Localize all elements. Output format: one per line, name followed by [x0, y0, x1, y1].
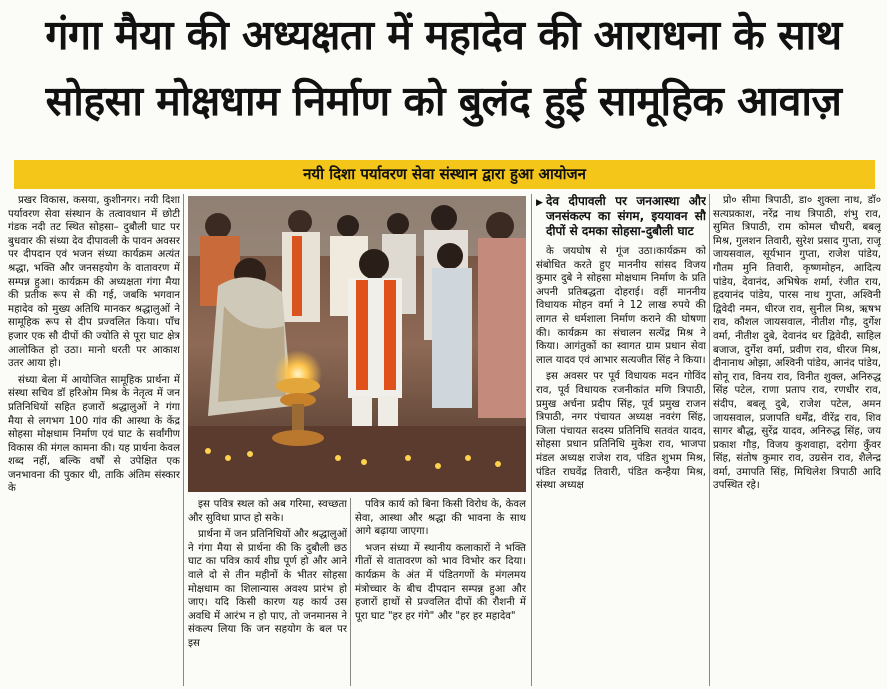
column-4-para-2: इस अवसर पर पूर्व विधायक मदन गोविंद राव, पूर्व विधायक रजनीकांत मणि त्रिपाठी, प्रमुख अर्चना प्रदीप सिंह, पूर्व प्रमुख राजन त्रिपाठी, नगर पंचायत अध्यक्ष नवरंग सिंह, जिला पंचायत सदस्य प्रतिनिधि सतवंत यादव, सोहसा प्रधान प्रतिनिधि मुकेश राव, भाजपा मंडल अध्यक्ष राजेश राव, पंडित शुभम मिश्र, पंडित राघवेंद्र तिवारी, पंडित कन्हैया मिश्र, संस्था अध्यक्ष — [536, 371, 706, 492]
column-2-para-1: इस पवित्र स्थल को अब गरिमा, स्वच्छता और सुविधा प्राप्त हो सके। — [188, 499, 347, 524]
column-4 — [536, 194, 706, 686]
subheading-band: नयी दिशा पर्यावरण सेवा संस्थान द्वारा हुआ आयोजन — [14, 160, 875, 189]
headline-line-2: सोहसा मोक्षधाम निर्माण को बुलंद हुई सामूहिक आवाज़ — [45, 77, 842, 125]
column-divider — [531, 194, 532, 686]
event-photo — [188, 196, 526, 492]
inner-subheading-text: देव दीपावली पर जनआस्था और जनसंकल्प का संगम, इययावन सौ दीपों से दमका सोहसा-दुबौली घाट — [546, 194, 706, 238]
event-photo-illustration — [188, 196, 526, 492]
column-divider — [183, 194, 184, 686]
inner-subheading — [536, 194, 706, 239]
column-4-para-1: के जयघोष से गूंज उठा।कार्यक्रम को संबोधित करते हुए माननीय सांसद विजय कुमार दुबे ने सोहसा मोक्षधाम निर्माण के प्रति अपनी प्रतिबद्धता दोहराई। वहीं माननीय विधायक मोहन वर्मा ने 12 लाख रुपये की लागत से धर्मशाला निर्माण कराने की घोषणा की। कार्यक्रम का संचालन सत्येंद्र मिश्र ने किया। आगंतुकों का स्वागत ग्राम प्रधान सेवा लाल यादव एवं आभार सत्यजीत सिंह ने किया। — [536, 246, 706, 366]
headline-line-1: गंगा मैया की अध्यक्षता में महादेव की आराधना के साथ — [45, 11, 842, 59]
column-3-para-1: पवित्र कार्य को बिना किसी विरोध के, केवल सेवा, आस्था और श्रद्धा की भावना के साथ आगे बढ़ाया जाएगा। — [355, 499, 526, 538]
column-5 — [713, 194, 881, 686]
column-2 — [188, 498, 347, 686]
column-3-para-2: भजन संध्या में स्थानीय कलाकारों ने भक्ति गीतों से वातावरण को भाव विभोर कर दिया। कार्यक्रम के अंत में पंडितगणों के मंगलमय मंत्रोच्चार के बीच दीपदान सम्पन्न हुआ और हजारों हाथों से प्रज्वलित दीपों की रौशनी में पूरा घाट "हर हर गंगे" और "हर हर महादेव" — [355, 542, 526, 622]
column-5-para-1: प्रो० सीमा त्रिपाठी, डा० शुक्ला नाथ, डॉ० सत्यप्रकाश, नरेंद्र नाथ त्रिपाठी, शंभु राव, सुमित त्रिपाठी, राम कोमल चौधरी, बबलू मिश्र, गुलशन तिवारी, सुरेश प्रसाद गुप्ता, राजू जायसवाल, सूर्यभान गुप्ता, राजेश पांडेय, गौतम मुनि तिवारी, कृष्णमोहन, आदित्य पांडेय, देवानंद, अभिषेक शर्मा, रंजीत राय, हृदयानंद पांडेय, पारस नाथ गुप्ता, अश्विनी द्विवेदी नमन, धीरज राव, सुनील मिश्र, ऋषभ राव, कौशल जायसवाल, नीतीश गौड़, दुर्गेश वर्मा, नीतीश दुबे, देवानंद धर द्विवेदी, साहिल बजाज, दुर्गेश वर्मा, प्रवीण राव, धीरज मिश्र, दीनानाथ ओझा, अश्विनी पांडेय, आनंद पांडेय, सोनू राव, विनय राव, विनीत शुक्ल, अनिरुद्ध सिंह पटेल, राणा प्रताप राव, रणधीर राव, संदीप, बबलू दुबे, राजेश पटेल, अमन जायसवाल, प्रजापति धर्मेंद्र, वीरेंद्र राव, शिव सागर बौद्ध, सुरेंद्र यादव, अनिरुद्ध सिंह, जय प्रकाश गौड़, विजय कुशवाहा, दरोगा कुँवर सिंह, संतोष कुमार राव, उग्रसेन राव, शैलेन्द्र वर्मा, उमापति सिंह, मिथिलेश त्रिपाठी आदि उपस्थित रहे। — [713, 195, 881, 492]
column-divider — [709, 194, 710, 686]
triangle-bullet-icon: ▶ — [536, 198, 543, 208]
column-divider — [350, 498, 351, 686]
column-1 — [8, 194, 180, 686]
column-2-para-2: प्रार्थना में जन प्रतिनिधियों और श्रद्धालुओं ने गंगा मैया से प्रार्थना की कि दुबौली छठ घाट का पवित्र कार्य शीघ्र पूर्ण हो और आने वाले दो से तीन महीनों के भीतर सोहसा मोक्षधाम का शिलान्यास अवश्य प्रारंभ हो जाए। यदि किसी कारण यह कार्य उस अवधि में आरंभ न हो पाए, तो जनमानस ने संकल्प लिया कि जन सहयोग के बल पर इस — [188, 529, 347, 649]
column-1-para-2: संध्या बेला में आयोजित सामूहिक प्रार्थना में संस्था सचिव डॉ हरिओम मिश्र के नेतृत्व में जन प्रतिनिधियों सहित हजारों श्रद्धालुओं ने गंगा मैया से लगभग 100 गांव की आस्था के केंद्र सोहसा मोक्षधाम निर्माण एवं घाट के सर्वांगीण विकास की मंगल कामना की। यह प्रार्थना केवल शब्द नहीं, बल्कि वर्षों से उपेक्षित एक जनभावना की पुकार थी, ताकि अंतिम संस्कार के — [8, 374, 180, 495]
column-3 — [355, 498, 526, 686]
column-1-para-1: प्रखर विकास, कसया, कुशीनगर। नयी दिशा पर्यावरण सेवा संस्थान के तत्वावधान में छोटी गंडक नदी तट स्थित सोहसा– दुबौली घाट पर बुधवार की संध्या देव दीपावली के पावन अवसर पर दीपदान एवं भजन संध्या कार्यक्रम अत्यंत श्रद्धा, भक्ति और जनसहयोग के वातावरण में सम्पन्न हुआ। कार्यक्रम की अध्यक्षता गंगा मैया की प्रतीक रूप से की गई, जबकि भगवान महादेव को मुख्य अतिथि मानकर श्रद्धालुओं ने सामूहिक रूप से दीप प्रज्वलित किया। पाँच हजार एक सौ दीपों की ज्योति से पूरा घाट क्षेत्र आलोकित हो उठा। मानो धरती पर आकाश उतर आया हो। — [8, 195, 180, 370]
